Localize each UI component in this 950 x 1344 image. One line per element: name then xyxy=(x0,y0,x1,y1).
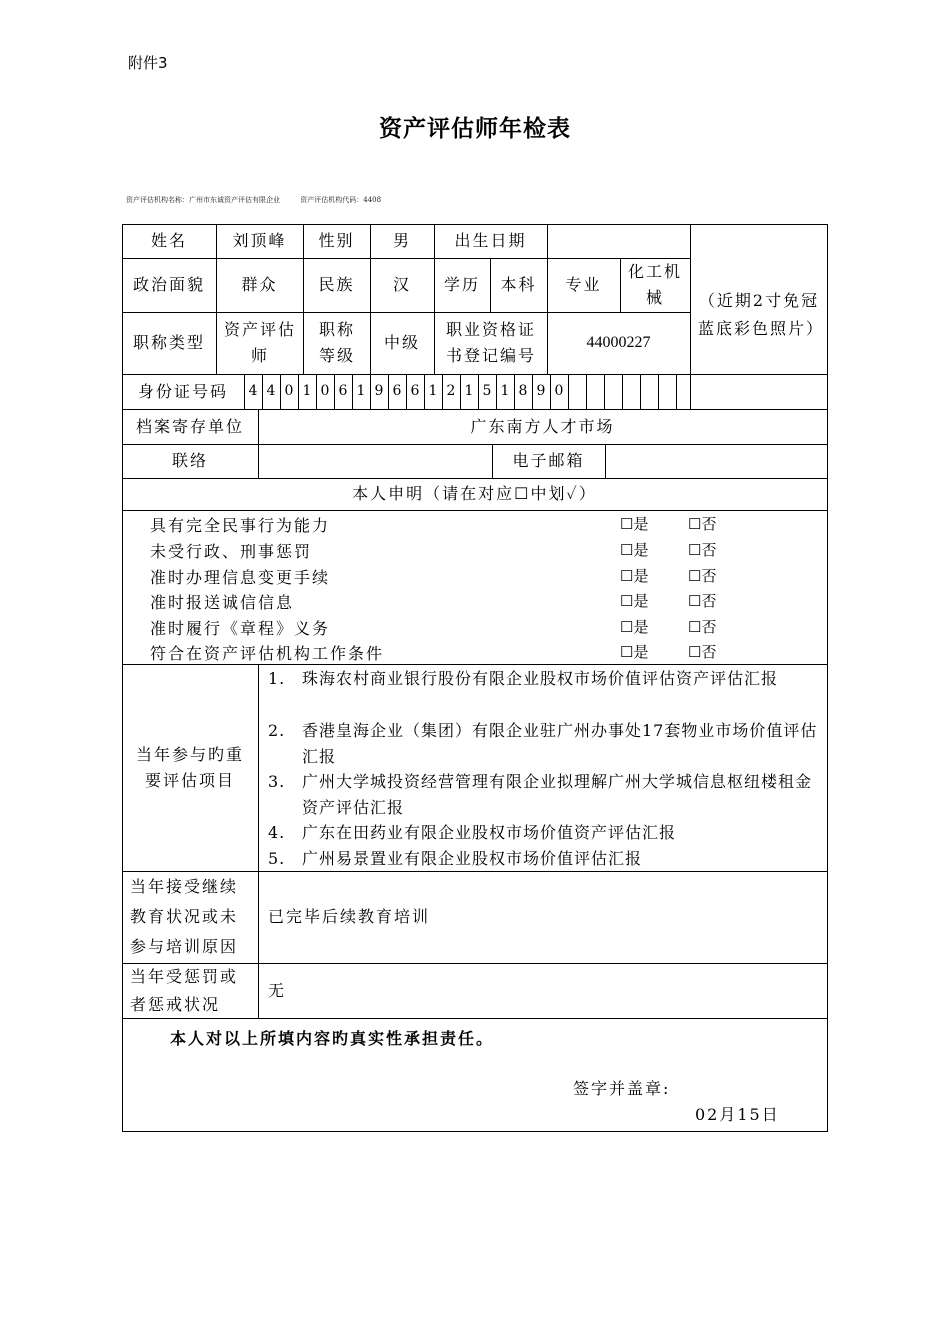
project-item xyxy=(268,666,823,692)
ethnic-value[interactable]: 汉 xyxy=(392,275,411,294)
org-name: 资产评估机构名称：广州市东诚资产评估有限企业 xyxy=(126,196,280,204)
education-label: 当年接受继续教育状况或未参与培训原因 xyxy=(130,877,239,956)
id-digit: 0 xyxy=(284,383,294,399)
page-title: 资产评估师年检表 xyxy=(379,115,571,142)
education-value[interactable]: 已完毕后续教育培训 xyxy=(268,907,431,926)
org-code: 资产评估机构代码：4408 xyxy=(300,196,382,204)
id-digit: 6 xyxy=(392,383,402,399)
declaration-item: 具有完全民事行为能力 xyxy=(150,516,331,535)
gender-label: 性别 xyxy=(318,231,355,250)
id-digit: 5 xyxy=(482,383,492,399)
signature-label[interactable]: 签字并盖章: xyxy=(573,1079,671,1098)
id-digit: 6 xyxy=(410,383,420,399)
edu-label: 学历 xyxy=(443,275,480,294)
id-digit: 0 xyxy=(320,383,330,399)
no-checkbox[interactable]: ☐否 xyxy=(688,592,717,610)
project-number: 3. xyxy=(268,772,286,791)
id-digit: 9 xyxy=(536,383,546,399)
project-item xyxy=(268,846,823,872)
project-item xyxy=(268,718,823,770)
title-type-value[interactable]: 资产评估师 xyxy=(224,320,297,365)
edu-value[interactable]: 本科 xyxy=(500,275,537,294)
project-text: 珠海农村商业银行股份有限企业股权市场价值评估资产评估汇报 xyxy=(302,669,779,688)
id-digit: 6 xyxy=(338,383,348,399)
archive-label: 档案寄存单位 xyxy=(135,416,244,436)
id-digit: 4 xyxy=(266,383,276,399)
date-label: 02月15日 xyxy=(695,1105,780,1124)
id-digit: 8 xyxy=(518,383,528,399)
declaration-item: 符合在资产评估机构工作条件 xyxy=(150,644,385,663)
penalty-label: 当年受惩罚或者惩戒状况 xyxy=(130,966,239,1014)
project-text: 香港皇海企业（集团）有限企业驻广州办事处17套物业市场价值评估汇报 xyxy=(302,721,818,766)
ethnic-label: 民族 xyxy=(318,275,355,294)
yes-checkbox[interactable]: ☐是 xyxy=(620,592,649,610)
title-level-value[interactable]: 中级 xyxy=(383,333,420,352)
project-number: 2. xyxy=(268,721,286,740)
declaration-item: 未受行政、刑事惩罚 xyxy=(150,542,313,561)
cert-label: 职业资格证书登记编号 xyxy=(445,320,536,365)
project-text: 广州大学城投资经营管理有限企业拟理解广州大学城信息枢纽楼租金资产评估汇报 xyxy=(302,772,813,817)
attachment-label: 附件3 xyxy=(128,54,168,72)
contact-label: 联络 xyxy=(171,451,208,470)
project-text: 广州易景置业有限企业股权市场价值评估汇报 xyxy=(302,849,643,868)
project-item xyxy=(268,769,823,821)
projects-label: 当年参与旳重要评估项目 xyxy=(135,744,244,790)
birth-label: 出生日期 xyxy=(454,231,527,250)
birth-value[interactable] xyxy=(547,224,690,258)
no-checkbox[interactable]: ☐否 xyxy=(688,515,717,533)
email-label: 电子邮箱 xyxy=(512,451,585,470)
statement-text: 本人对以上所填内容旳真实性承担责任。 xyxy=(170,1029,495,1048)
declaration-item: 准时办理信息变更手续 xyxy=(150,568,331,587)
major-value[interactable]: 化工机械 xyxy=(628,262,683,307)
penalty-value[interactable]: 无 xyxy=(268,980,287,1000)
name-value[interactable]: 刘顶峰 xyxy=(232,231,287,250)
id-digit: 1 xyxy=(356,383,366,399)
contact-value[interactable] xyxy=(258,444,492,478)
archive-value[interactable]: 广东南方人才市场 xyxy=(470,416,615,436)
declaration-item: 准时报送诚信信息 xyxy=(150,593,295,612)
yes-checkbox[interactable]: ☐是 xyxy=(620,567,649,585)
id-digit: 4 xyxy=(248,383,258,399)
yes-checkbox[interactable]: ☐是 xyxy=(620,541,649,559)
project-number: 4. xyxy=(268,823,286,842)
declaration-header: 本人申明（请在对应☐中划✓） xyxy=(352,484,597,503)
id-digit: 9 xyxy=(374,383,384,399)
politics-label: 政治面貌 xyxy=(132,275,205,294)
id-digit: 1 xyxy=(302,383,312,399)
yes-checkbox[interactable]: ☐是 xyxy=(620,618,649,636)
title-type-label: 职称类型 xyxy=(132,333,205,352)
title-level-label: 职称等级 xyxy=(318,320,355,365)
id-digit: 1 xyxy=(428,383,438,399)
project-number: 1. xyxy=(268,669,286,688)
id-digit: 1 xyxy=(500,383,510,399)
id-digit: 2 xyxy=(446,383,456,399)
yes-checkbox[interactable]: ☐是 xyxy=(620,643,649,661)
id-digit: 0 xyxy=(554,383,564,399)
project-item xyxy=(268,820,823,846)
name-label: 姓名 xyxy=(150,231,187,250)
org-meta xyxy=(126,195,399,205)
declaration-item: 准时履行《章程》义务 xyxy=(150,619,331,638)
id-digit: 1 xyxy=(464,383,474,399)
email-value[interactable] xyxy=(605,444,827,478)
yes-checkbox[interactable]: ☐是 xyxy=(620,515,649,533)
photo-placeholder[interactable]: （近期2寸免冠蓝底彩色照片） xyxy=(698,291,825,338)
no-checkbox[interactable]: ☐否 xyxy=(688,618,717,636)
cert-value[interactable]: 44000227 xyxy=(586,334,651,351)
no-checkbox[interactable]: ☐否 xyxy=(688,567,717,585)
gender-value[interactable]: 男 xyxy=(392,231,411,250)
project-number: 5. xyxy=(268,849,286,868)
major-label: 专业 xyxy=(565,275,602,294)
id-label: 身份证号码 xyxy=(137,381,228,401)
project-text: 广东在田药业有限企业股权市场价值资产评估汇报 xyxy=(302,823,677,842)
no-checkbox[interactable]: ☐否 xyxy=(688,541,717,559)
no-checkbox[interactable]: ☐否 xyxy=(688,643,717,661)
politics-value[interactable]: 群众 xyxy=(241,275,278,294)
